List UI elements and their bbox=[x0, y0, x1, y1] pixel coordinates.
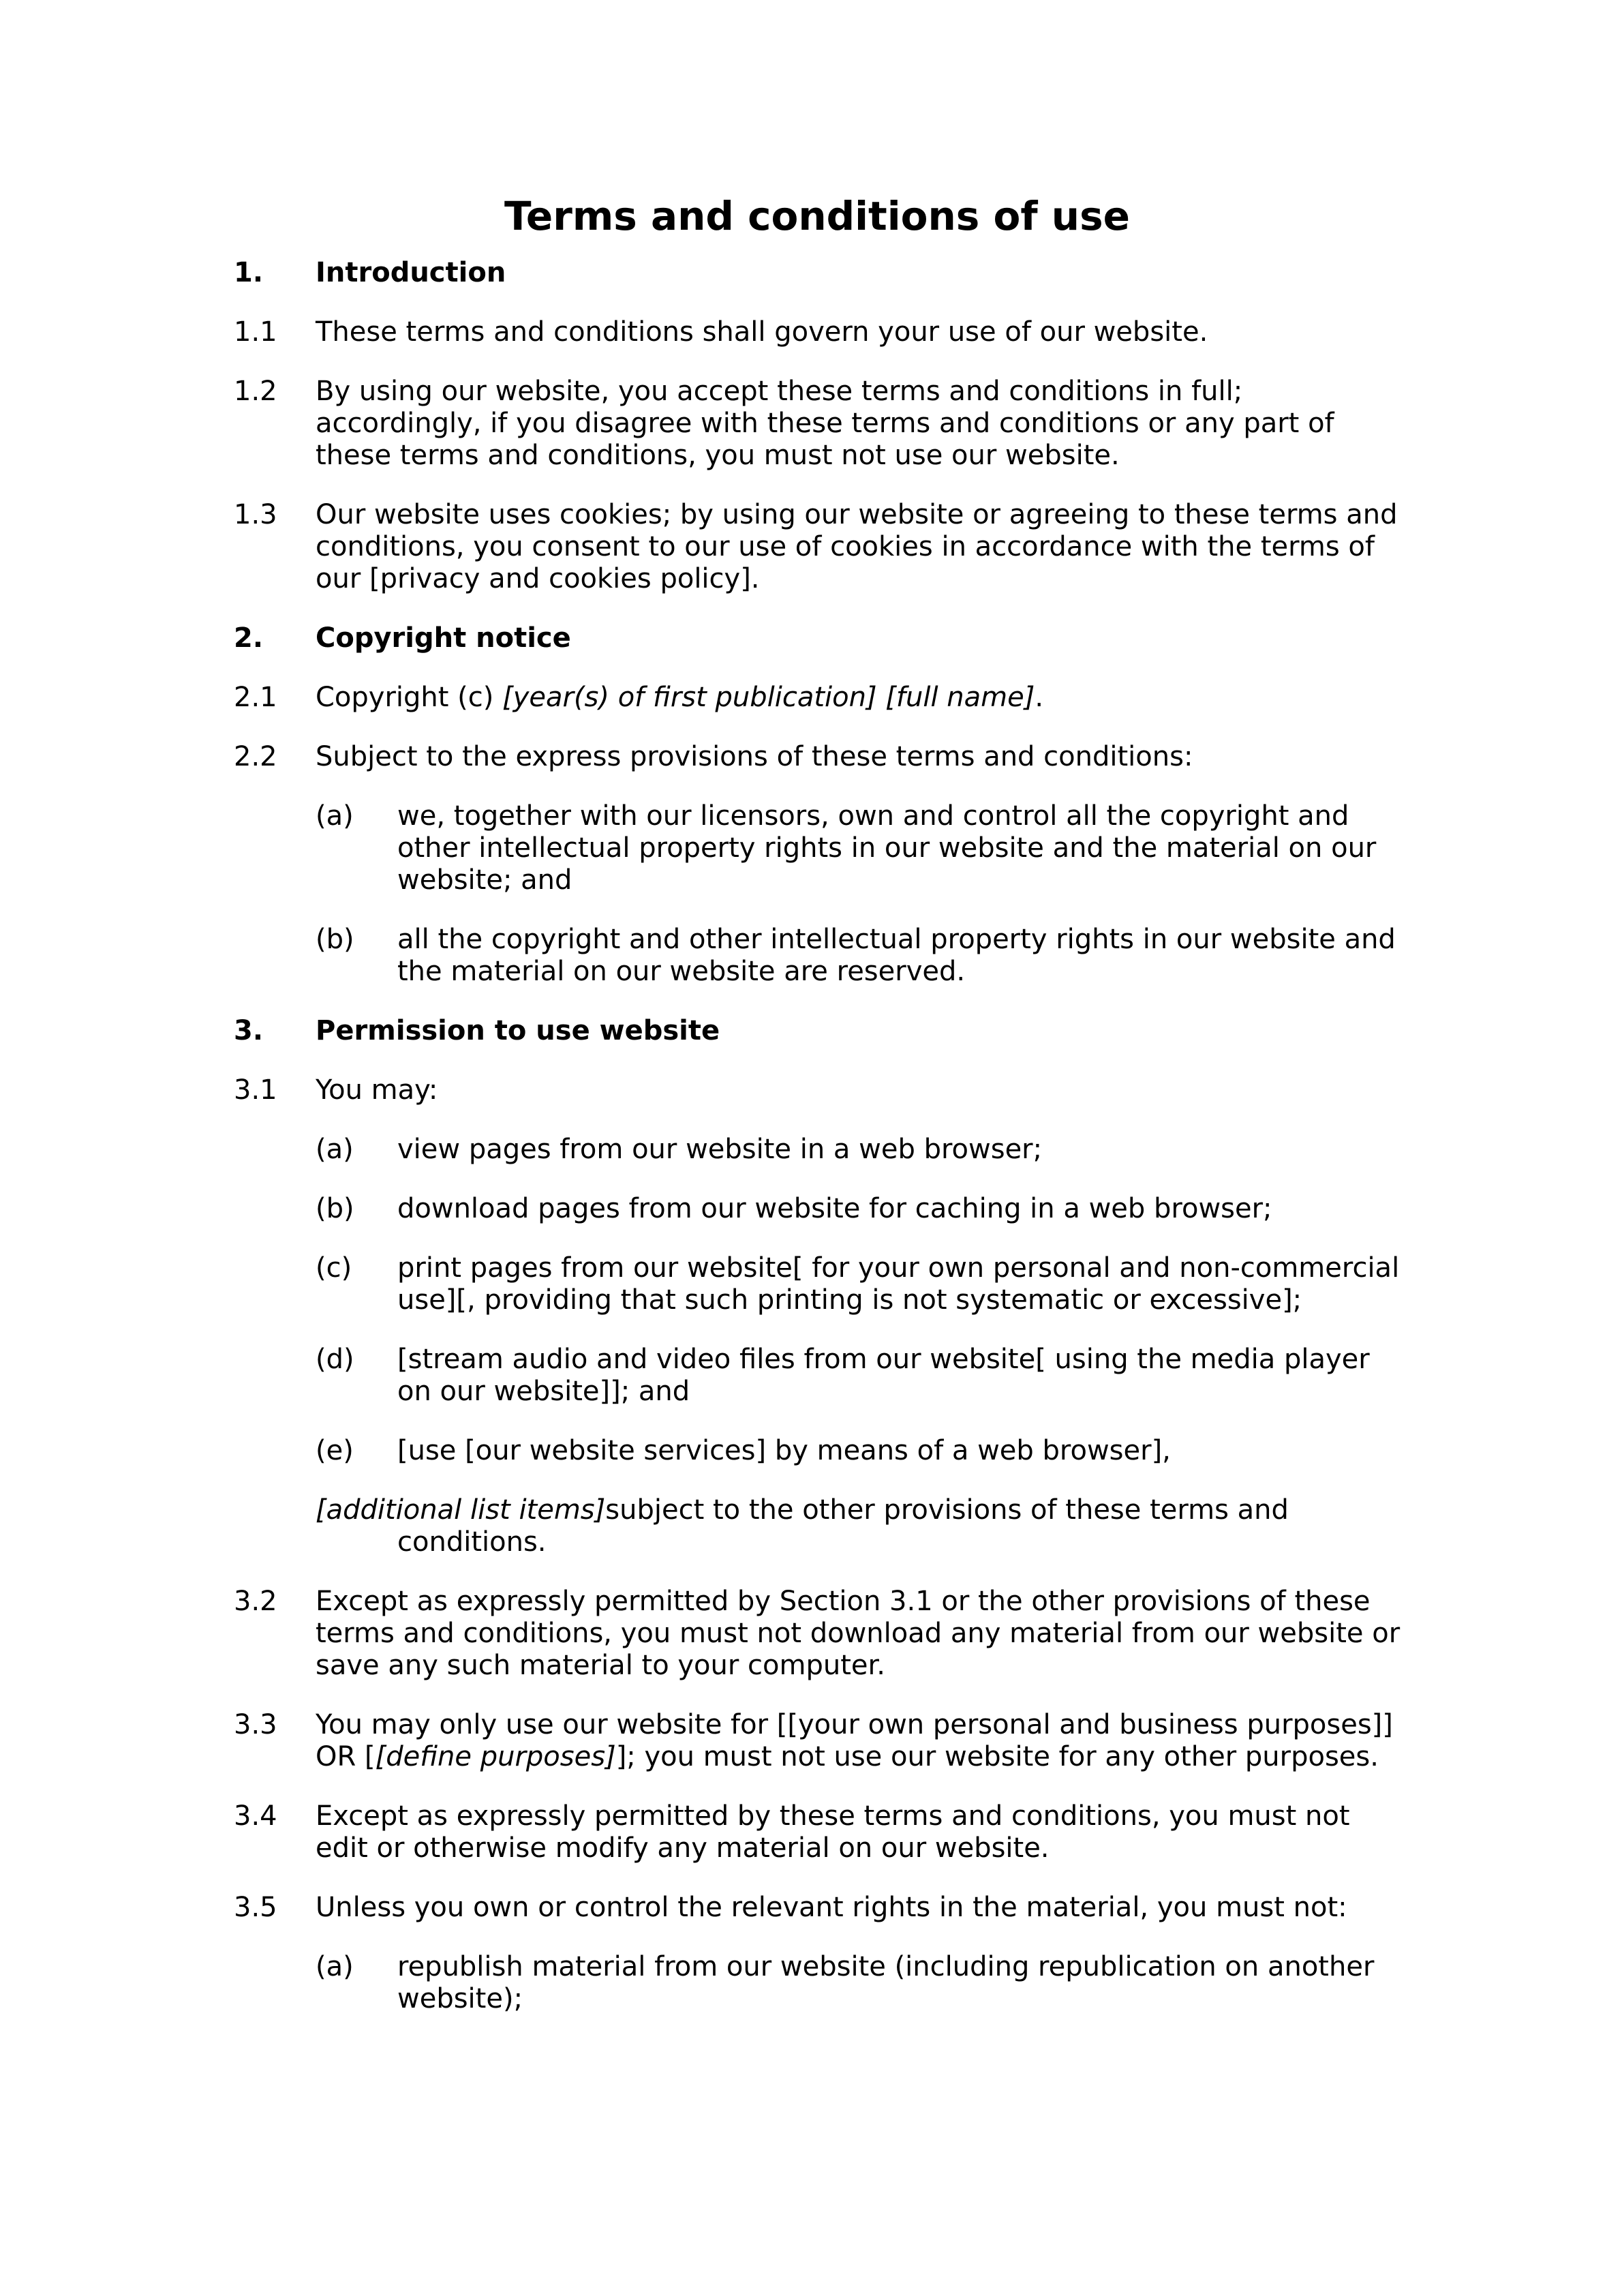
clause-2-2 bbox=[234, 741, 1401, 773]
clause-text-start: You may only use our website for [[your own personal and business purposes]] OR [ bbox=[316, 1709, 1393, 1772]
clause-text: Except as expressly permitted by these terms and conditions, you must not edit or otherwise modify any material on our website. bbox=[316, 1800, 1350, 1864]
section-number: 1. bbox=[234, 257, 264, 288]
clause-2-2-a bbox=[316, 800, 1401, 896]
clause-3-1-d bbox=[316, 1344, 1401, 1408]
subclause-letter: (a) bbox=[316, 1951, 354, 1982]
clause-3-5 bbox=[234, 1892, 1401, 1924]
subclause-letter: (e) bbox=[316, 1435, 354, 1466]
clause-3-1-tail bbox=[316, 1494, 1401, 1558]
clause-number: 3.5 bbox=[234, 1892, 277, 1923]
clause-3-1 bbox=[234, 1074, 1401, 1106]
clause-text: By using our website, you accept these terms and conditions in full; accordingly, if you disagree with these terms and conditions or any part of these terms and conditions, you must not use our website. bbox=[316, 376, 1334, 471]
clause-number: 3.3 bbox=[234, 1709, 277, 1740]
clause-3-1-a bbox=[316, 1134, 1401, 1166]
clause-2-1 bbox=[234, 682, 1401, 714]
section-heading-permission-to-use-website bbox=[234, 1015, 1401, 1047]
clause-number: 1.3 bbox=[234, 499, 277, 530]
clause-3-1-c bbox=[316, 1252, 1401, 1316]
clause-text-end: ]; you must not use our website for any other purposes. bbox=[615, 1741, 1379, 1772]
subclause-letter: (b) bbox=[316, 1193, 354, 1224]
clause-3-2 bbox=[234, 1586, 1401, 1682]
subclause-text: view pages from our website in a web browser; bbox=[397, 1134, 1043, 1165]
document-title: Terms and conditions of use bbox=[504, 193, 1130, 239]
subclause-text: [use [our website services] by means of a web browser], bbox=[397, 1435, 1171, 1466]
clause-text: Subject to the express provisions of these terms and conditions: bbox=[316, 741, 1193, 772]
clause-1-2 bbox=[234, 376, 1401, 472]
clause-number: 3.2 bbox=[234, 1586, 277, 1617]
clause-3-5-a bbox=[316, 1951, 1401, 2015]
subclause-text: all the copyright and other intellectual property rights in our website and the material on our website are reserved. bbox=[397, 924, 1396, 987]
subclause-letter: (a) bbox=[316, 1134, 354, 1165]
clause-2-2-b bbox=[316, 924, 1401, 988]
clause-1-3 bbox=[234, 499, 1401, 595]
section-title: Copyright notice bbox=[316, 622, 571, 654]
clause-3-3 bbox=[234, 1709, 1401, 1773]
clause-number: 2.2 bbox=[234, 741, 277, 772]
subclause-text: print pages from our website[ for your own personal and non-commercial use][, providing that such printing is not systematic or excessive]; bbox=[397, 1252, 1400, 1316]
subclause-letter: (c) bbox=[316, 1252, 352, 1284]
clause-text bbox=[316, 682, 1401, 714]
clause-tail-text: subject to the other provisions of these terms and conditions. bbox=[397, 1494, 1289, 1558]
placeholder-define-purposes: [define purposes] bbox=[375, 1741, 616, 1772]
clause-number: 3.1 bbox=[234, 1074, 277, 1106]
clause-number: 1.1 bbox=[234, 316, 277, 348]
clause-1-1 bbox=[234, 316, 1401, 348]
section-heading-copyright-notice bbox=[234, 622, 1401, 654]
subclause-text: we, together with our licensors, own and control all the copyright and other intellectual property rights in our website and the material on our website; and bbox=[397, 800, 1377, 896]
clause-text: These terms and conditions shall govern your use of our website. bbox=[316, 316, 1208, 348]
placeholder-publication-and-name: [year(s) of first publication] [full name] bbox=[502, 682, 1035, 713]
document-body bbox=[234, 187, 1401, 2042]
subclause-text: [stream audio and video files from our website[ using the media player on our website]]; and bbox=[397, 1344, 1370, 1407]
section-number: 3. bbox=[234, 1015, 264, 1046]
clause-3-1-e bbox=[316, 1435, 1401, 1467]
section-heading-introduction bbox=[234, 257, 1401, 289]
clause-text bbox=[316, 1709, 1401, 1773]
clause-3-4 bbox=[234, 1800, 1401, 1864]
clause-3-1-b bbox=[316, 1193, 1401, 1225]
clause-number: 3.4 bbox=[234, 1800, 277, 1832]
section-title: Permission to use website bbox=[316, 1015, 720, 1046]
clause-text: Our website uses cookies; by using our website or agreeing to these terms and conditions, you consent to our use of cookies in accordance with the terms of our [privacy and cookies policy]. bbox=[316, 499, 1398, 594]
placeholder-additional-list-items: [additional list items] bbox=[316, 1494, 606, 1526]
clause-text-start: Copyright (c) bbox=[316, 682, 503, 713]
clause-text: Unless you own or control the relevant rights in the material, you must not: bbox=[316, 1892, 1347, 1923]
subclause-letter: (d) bbox=[316, 1344, 354, 1375]
subclause-letter: (a) bbox=[316, 800, 354, 832]
subclause-text: download pages from our website for caching in a web browser; bbox=[397, 1193, 1272, 1224]
clause-text-end: . bbox=[1035, 682, 1044, 713]
section-number: 2. bbox=[234, 622, 264, 654]
subclause-letter: (b) bbox=[316, 924, 354, 955]
clause-text: You may: bbox=[316, 1074, 438, 1106]
subclause-text: republish material from our website (including republication on another website); bbox=[397, 1951, 1375, 2014]
clause-text: Except as expressly permitted by Section 3.1 or the other provisions of these terms and conditions, you must not download any material from our website or save any such material to your computer. bbox=[316, 1586, 1401, 1681]
section-title: Introduction bbox=[316, 257, 506, 288]
clause-number: 2.1 bbox=[234, 682, 277, 713]
clause-number: 1.2 bbox=[234, 376, 277, 407]
